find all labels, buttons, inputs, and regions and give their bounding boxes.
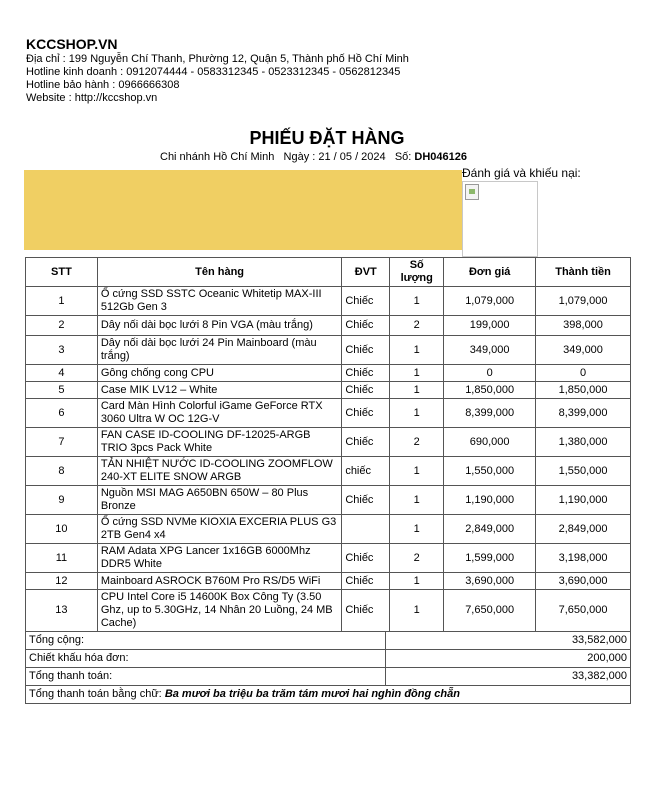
company-header xyxy=(26,36,409,105)
review-qr-image xyxy=(462,181,538,257)
cell-price: 199,000 xyxy=(444,316,536,336)
cell-price: 690,000 xyxy=(444,428,536,457)
cell-total: 398,000 xyxy=(536,316,631,336)
col-header-total: Thành tiền xyxy=(536,258,631,287)
subtotal-row xyxy=(26,632,631,650)
cell-unit: chiếc xyxy=(342,457,390,486)
words-value: Ba mươi ba triệu ba trăm tám mươi hai nghìn đồng chẵn xyxy=(164,688,460,700)
subtotal-value: 33,582,000 xyxy=(386,632,631,650)
cell-name: Card Màn Hình Colorful iGame GeForce RTX 3060 Ultra W OC 12G-V xyxy=(97,399,341,428)
cell-total: 0 xyxy=(536,365,631,382)
col-header-name: Tên hàng xyxy=(97,258,341,287)
cell-name: Dây nối dài bọc lưới 24 Pin Mainboard (màu trắng) xyxy=(97,336,341,365)
cell-total: 8,399,000 xyxy=(536,399,631,428)
cell-stt: 9 xyxy=(26,486,98,515)
cell-price: 8,399,000 xyxy=(444,399,536,428)
cell-qty: 2 xyxy=(390,316,444,336)
amount-in-words xyxy=(26,686,631,704)
cell-price: 7,650,000 xyxy=(444,590,536,632)
date-label: Ngày : xyxy=(283,151,316,163)
broken-image-icon xyxy=(465,184,479,200)
cell-unit: Chiếc xyxy=(342,382,390,399)
cell-name: Case MIK LV12 – White xyxy=(97,382,341,399)
cell-total: 1,079,000 xyxy=(536,287,631,316)
grand-total-row xyxy=(26,668,631,686)
cell-stt: 7 xyxy=(26,428,98,457)
cell-total: 2,849,000 xyxy=(536,515,631,544)
cell-unit: Chiếc xyxy=(342,287,390,316)
cell-stt: 1 xyxy=(26,287,98,316)
cell-stt: 8 xyxy=(26,457,98,486)
cell-name: CPU Intel Core i5 14600K Box Công Ty (3.50 Ghz, up to 5.30GHz, 14 Nhân 20 Luồng, 24 MB Cache) xyxy=(97,590,341,632)
cell-unit: Chiếc xyxy=(342,486,390,515)
hotline-sales: Hotline kinh doanh : 0912074444 - 0583312345 - 0523312345 - 0562812345 xyxy=(26,66,401,78)
cell-stt: 11 xyxy=(26,544,98,573)
cell-name: TẢN NHIỆT NƯỚC ID-COOLING ZOOMFLOW 240-XT ELITE SNOW ARGB xyxy=(97,457,341,486)
cell-total: 3,690,000 xyxy=(536,573,631,590)
cell-stt: 6 xyxy=(26,399,98,428)
cell-unit: Chiếc xyxy=(342,365,390,382)
table-row xyxy=(26,336,631,365)
table-row xyxy=(26,486,631,515)
cell-unit: Chiếc xyxy=(342,544,390,573)
cell-qty: 1 xyxy=(390,287,444,316)
cell-price: 1,850,000 xyxy=(444,382,536,399)
cell-stt: 4 xyxy=(26,365,98,382)
cell-qty: 1 xyxy=(390,399,444,428)
redacted-customer-info xyxy=(24,170,462,250)
table-row xyxy=(26,515,631,544)
company-address: Địa chỉ : 199 Nguyễn Chí Thanh, Phường 12, Quận 5, Thành phố Hồ Chí Minh xyxy=(26,53,409,65)
cell-total: 1,190,000 xyxy=(536,486,631,515)
cell-name: Dây nối dài bọc lưới 8 Pin VGA (màu trắng) xyxy=(97,316,341,336)
table-row xyxy=(26,544,631,573)
company-website: Website : http://kccshop.vn xyxy=(26,92,158,104)
cell-qty: 1 xyxy=(390,457,444,486)
cell-price: 349,000 xyxy=(444,336,536,365)
cell-qty: 1 xyxy=(390,382,444,399)
words-row xyxy=(26,686,631,704)
cell-price: 0 xyxy=(444,365,536,382)
number-label: Số: xyxy=(394,151,412,163)
items-body xyxy=(26,287,631,632)
discount-label: Chiết khấu hóa đơn: xyxy=(26,650,386,668)
company-name: KCCSHOP.VN xyxy=(26,36,118,52)
col-header-price: Đơn giá xyxy=(444,258,536,287)
col-header-unit: ĐVT xyxy=(342,258,390,287)
cell-total: 1,380,000 xyxy=(536,428,631,457)
table-row xyxy=(26,399,631,428)
subtotal-label: Tổng cộng: xyxy=(26,632,386,650)
review-label: Đánh giá và khiếu nại: xyxy=(462,166,581,180)
cell-price: 1,550,000 xyxy=(444,457,536,486)
cell-stt: 2 xyxy=(26,316,98,336)
cell-total: 1,550,000 xyxy=(536,457,631,486)
cell-total: 3,198,000 xyxy=(536,544,631,573)
cell-stt: 10 xyxy=(26,515,98,544)
order-number: DH046126 xyxy=(414,151,467,163)
table-row xyxy=(26,590,631,632)
cell-name: Ổ cứng SSD SSTC Oceanic Whitetip MAX-III 512Gb Gen 3 xyxy=(97,287,341,316)
cell-qty: 2 xyxy=(390,544,444,573)
cell-qty: 1 xyxy=(390,365,444,382)
branch-name: Chi nhánh Hồ Chí Minh xyxy=(160,151,275,163)
col-header-qty: Số lượng xyxy=(390,258,444,287)
cell-price: 1,190,000 xyxy=(444,486,536,515)
table-row xyxy=(26,573,631,590)
table-header-row xyxy=(26,258,631,287)
cell-stt: 5 xyxy=(26,382,98,399)
grand-total-value: 33,382,000 xyxy=(386,668,631,686)
cell-unit: Chiếc xyxy=(342,316,390,336)
document-meta xyxy=(160,151,467,163)
document-title: PHIẾU ĐẶT HÀNG xyxy=(249,128,405,148)
table-row xyxy=(26,428,631,457)
words-label: Tổng thanh toán bằng chữ: xyxy=(29,688,162,700)
cell-total: 1,850,000 xyxy=(536,382,631,399)
cell-qty: 1 xyxy=(390,486,444,515)
cell-price: 1,599,000 xyxy=(444,544,536,573)
cell-price: 1,079,000 xyxy=(444,287,536,316)
cell-unit: Chiếc xyxy=(342,428,390,457)
hotline-warranty: Hotline bảo hành : 0966666308 xyxy=(26,79,180,91)
table-row xyxy=(26,316,631,336)
cell-total: 7,650,000 xyxy=(536,590,631,632)
cell-unit: Chiếc xyxy=(342,399,390,428)
cell-name: FAN CASE ID-COOLING DF-12025-ARGB TRIO 3pcs Pack White xyxy=(97,428,341,457)
discount-row xyxy=(26,650,631,668)
cell-name: Gông chống cong CPU xyxy=(97,365,341,382)
cell-unit: Chiếc xyxy=(342,336,390,365)
cell-qty: 1 xyxy=(390,515,444,544)
cell-unit xyxy=(342,515,390,544)
grand-total-label: Tổng thanh toán: xyxy=(26,668,386,686)
cell-qty: 1 xyxy=(390,336,444,365)
table-row xyxy=(26,365,631,382)
col-header-stt: STT xyxy=(26,258,98,287)
cell-qty: 1 xyxy=(390,590,444,632)
totals-table xyxy=(25,631,631,704)
cell-stt: 12 xyxy=(26,573,98,590)
cell-price: 2,849,000 xyxy=(444,515,536,544)
table-row xyxy=(26,287,631,316)
cell-stt: 3 xyxy=(26,336,98,365)
cell-unit: Chiếc xyxy=(342,573,390,590)
order-date: 21 / 05 / 2024 xyxy=(318,151,386,163)
cell-name: RAM Adata XPG Lancer 1x16GB 6000Mhz DDR5 White xyxy=(97,544,341,573)
cell-name: Ổ cứng SSD NVMe KIOXIA EXCERIA PLUS G3 2TB Gen4 x4 xyxy=(97,515,341,544)
cell-stt: 13 xyxy=(26,590,98,632)
cell-unit: Chiếc xyxy=(342,590,390,632)
cell-qty: 1 xyxy=(390,573,444,590)
cell-name: Mainboard ASROCK B760M Pro RS/D5 WiFi xyxy=(97,573,341,590)
cell-price: 3,690,000 xyxy=(444,573,536,590)
cell-qty: 2 xyxy=(390,428,444,457)
items-table xyxy=(25,257,631,632)
table-row xyxy=(26,382,631,399)
cell-total: 349,000 xyxy=(536,336,631,365)
cell-name: Nguồn MSI MAG A650BN 650W – 80 Plus Bronze xyxy=(97,486,341,515)
discount-value: 200,000 xyxy=(386,650,631,668)
table-row xyxy=(26,457,631,486)
